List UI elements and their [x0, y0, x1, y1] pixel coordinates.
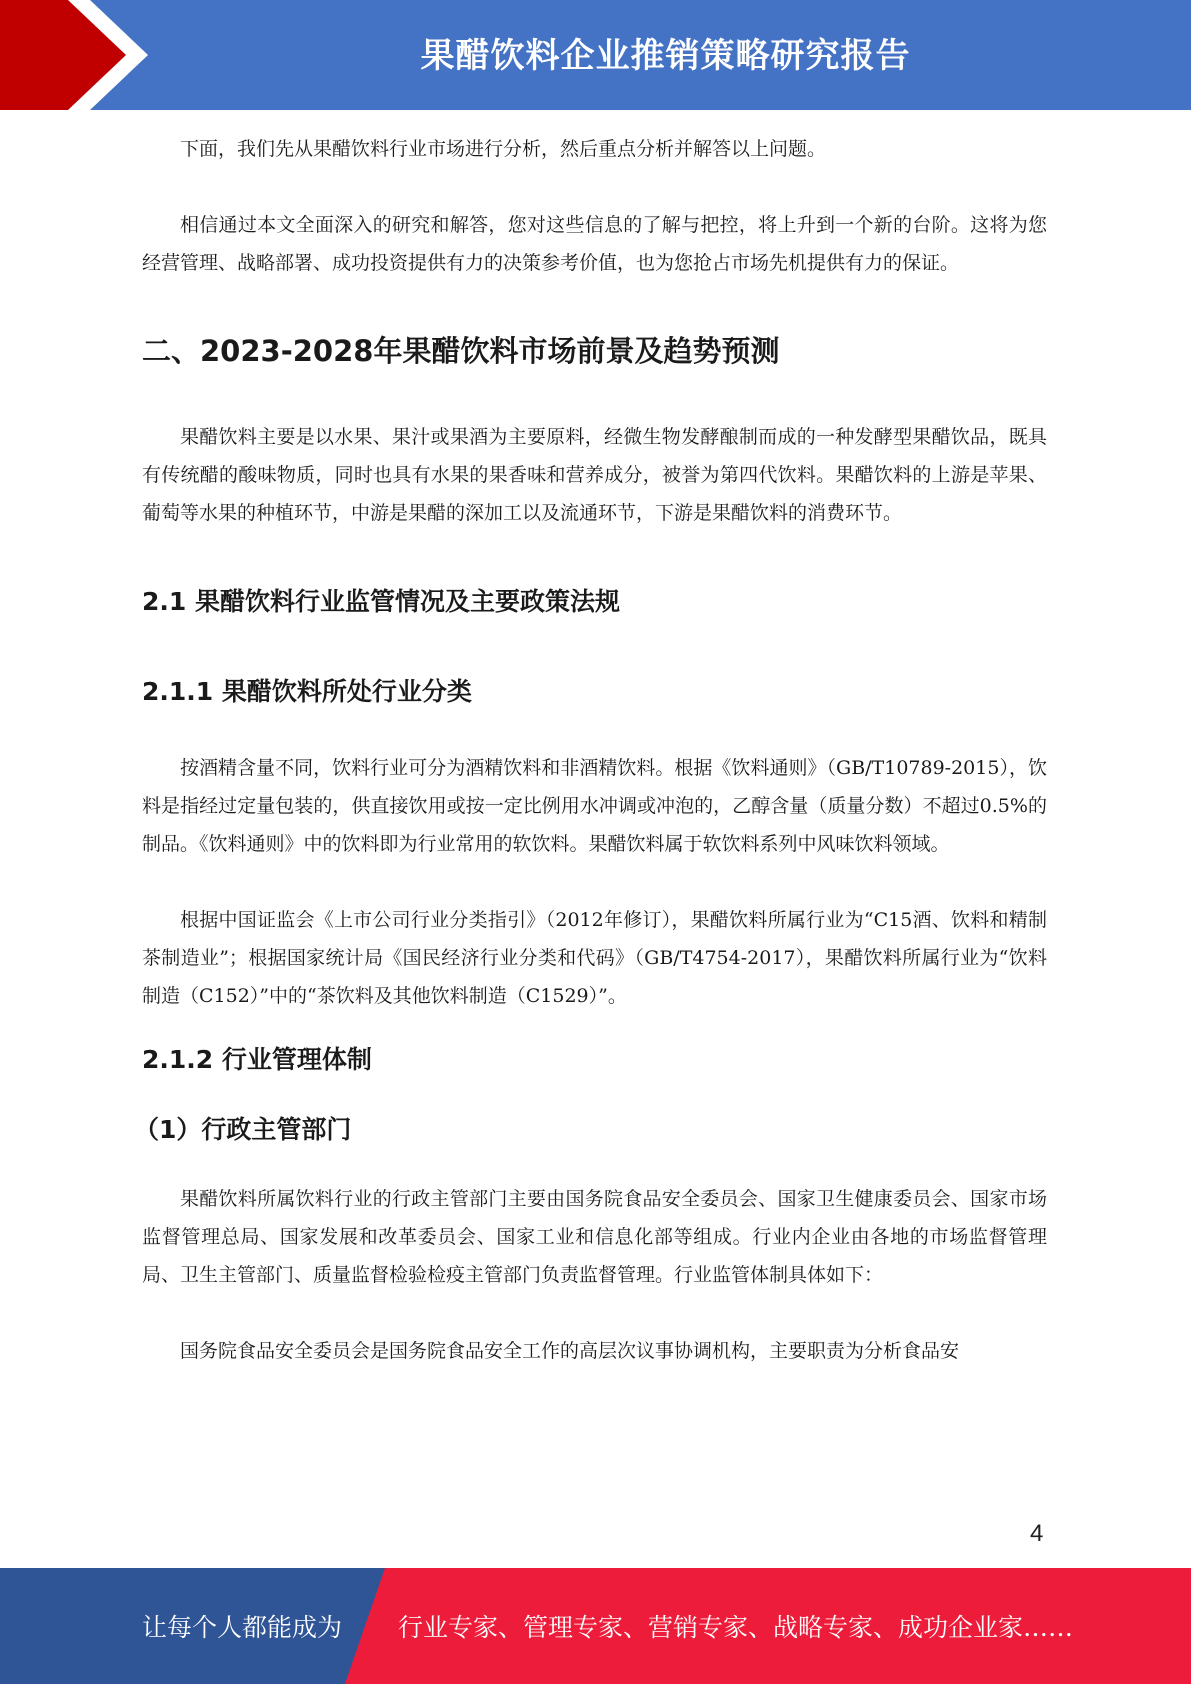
footer-banner — [0, 1568, 1191, 1684]
chevron-arrow-icon — [0, 0, 160, 110]
paragraph-definition: 果醋饮料主要是以水果、果汁或果酒为主要原料，经微生物发酵酿制而成的一种发酵型果醋饮品，既具有传统醋的酸味物质，同时也具有水果的果香味和营养成分，被誉为第四代饮料。果醋饮料的上游是苹果、葡萄等水果的种植环节，中游是果醋的深加工以及流通环节，下游是果醋饮料的消费环节。 — [142, 426, 1047, 524]
header-banner — [0, 0, 1191, 110]
heading-admin-department: （1）行政主管部门 — [134, 1115, 352, 1144]
footer-slogan-right: 行业专家、管理专家、营销专家、战略专家、成功企业家…… — [398, 1613, 1074, 1642]
page-content — [134, 130, 1047, 1370]
page-number: 4 — [1030, 1520, 1044, 1547]
heading-2-1-2: 2.1.2 行业管理体制 — [142, 1045, 372, 1074]
heading-2-1: 2.1 果醋饮料行业监管情况及主要政策法规 — [142, 587, 620, 616]
paragraph-intro: 下面，我们先从果醋饮料行业市场进行分析，然后重点分析并解答以上问题。 — [180, 138, 827, 160]
paragraph-classification: 按酒精含量不同，饮料行业可分为酒精饮料和非酒精饮料。根据《饮料通则》（GB/T10789-2015），饮料是指经过定量包装的，供直接饮用或按一定比例用水冲调或冲泡的，乙醇含量（质量分数）不超过0.5%的制品。《饮料通则》中的饮料即为行业常用的软饮料。果醋饮料属于软饮料系列中风味饮料领域。 — [142, 757, 1047, 855]
footer-slogan-left: 让每个人都能成为 — [142, 1613, 343, 1642]
paragraph-value: 相信通过本文全面深入的研究和解答，您对这些信息的了解与把控，将上升到一个新的台阶。这将为您经营管理、战略部署、成功投资提供有力的决策参考价值，也为您抢占市场先机提供有力的保证。 — [142, 214, 1047, 274]
paragraph-industry-code: 根据中国证监会《上市公司行业分类指引》（2012年修订），果醋饮料所属行业为“C15酒、饮料和精制茶制造业”；根据国家统计局《国民经济行业分类和代码》（GB/T4754-2017），果醋饮料所属行业为“饮料制造（C152）”中的“茶饮料及其他饮料制造（C1529）”。 — [142, 909, 1047, 1007]
paragraph-food-safety: 国务院食品安全委员会是国务院食品安全工作的高层次议事协调机构，主要职责为分析食品安 — [180, 1340, 960, 1362]
heading-2-1-1: 2.1.1 果醋饮料所处行业分类 — [142, 677, 472, 706]
document-title: 果醋饮料企业推销策略研究报告 — [420, 36, 911, 76]
section-heading-2: 二、2023-2028年果醋饮料市场前景及趋势预测 — [142, 334, 780, 368]
paragraph-admin: 果醋饮料所属饮料行业的行政主管部门主要由国务院食品安全委员会、国家卫生健康委员会、国家市场监督管理总局、国家发展和改革委员会、国家工业和信息化部等组成。行业内企业由各地的市场监督管理局、卫生主管部门、质量监督检验检疫主管部门负责监督管理。行业监管体制具体如下： — [142, 1188, 1047, 1286]
